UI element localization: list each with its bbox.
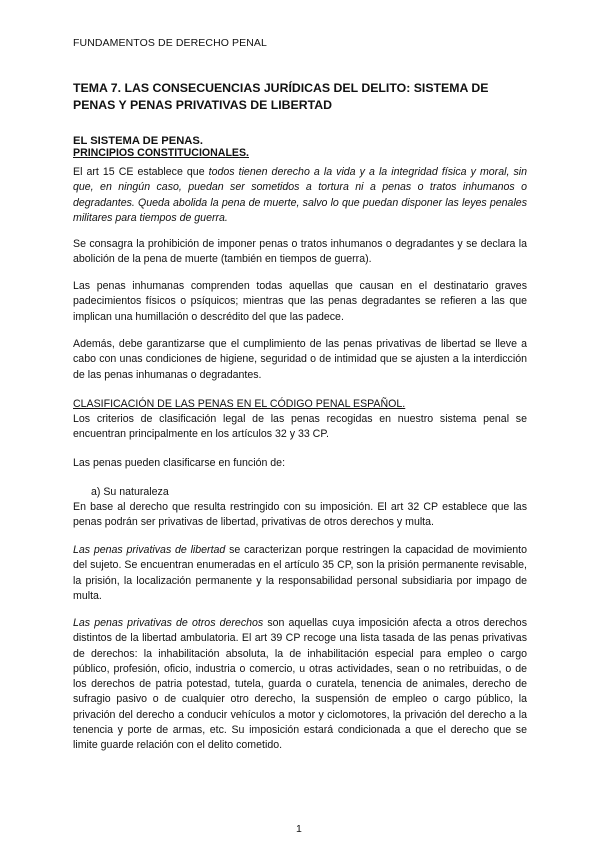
list-item-a: a) Su naturaleza [91,486,169,498]
running-header: FUNDAMENTOS DE DERECHO PENAL [73,37,267,49]
paragraph-consagra: Se consagra la prohibición de imponer penas o tratos inhumanos o degradantes y se declara la abolición de la pena de muerte (también en tiempos de guerra). [73,238,527,266]
paragraph-criterios: Los criterios de clasificación legal de las penas recogidas en nuestro sistema penal se encuentran principalmente en los artículos 32 y 33 CP. [73,413,527,441]
chapter-title: TEMA 7. LAS CONSECUENCIAS JURÍDICAS DEL DELITO: SISTEMA DE PENAS Y PENAS PRIVATIVAS DE LIBERTAD [73,81,489,112]
term-otros-derechos: Las penas privativas de otros derechos [73,617,264,629]
paragraph-art15 [73,165,527,226]
paragraph-clasificarse: Las penas pueden clasificarse en función de: [73,457,286,469]
section-heading: EL SISTEMA DE PENAS. [73,135,203,147]
page-number: 1 [296,823,302,835]
term-privativas-libertad: Las penas privativas de libertad [73,544,226,556]
paragraph-privativas-libertad [73,543,527,604]
paragraph-privativas-libertad-text: se caracterizan porque restringen la capacidad de movimiento del sujeto. Se encuentran enumeradas en el artículo 35 CP, son la prisión permanente revisable, la prisión, la localización permanente y la responsabilidad personal subsidiaria por impago de multa. [73,544,527,602]
subheading-principios: PRINCIPIOS CONSTITUCIONALES. [73,147,249,159]
paragraph-art15-quote: todos tienen derecho a la vida y a la integridad física y moral, sin que, en ningún caso, puedan ser sometidos a tortura ni a penas o tratos inhumanos o degradantes. Queda abolida la pena de muerte, salvo lo que puedan disponer las leyes penales militares para tiempos de guerra. [73,166,527,224]
section-block-sistema [73,135,249,159]
paragraph-ademas: Además, debe garantizarse que el cumplimiento de las penas privativas de libertad se lleve a cabo con unas condiciones de higiene, seguridad o de intimidad que se ajusten a la interdicción de las penas inhumanas o degradantes. [73,338,527,381]
subheading-clasificacion: CLASIFICACIÓN DE LAS PENAS EN EL CÓDIGO PENAL ESPAÑOL. [73,398,406,410]
paragraph-otros-derechos [73,616,527,754]
paragraph-penas-inhumanas: Las penas inhumanas comprenden todas aquellas que causan en el destinatario graves padecimientos físicos o psíquicos; mientras que las penas degradantes se refieren a las que implican una humillación o descrédito del que las padece. [73,280,527,323]
paragraph-otros-derechos-text: son aquellas cuya imposición afecta a otros derechos distintos de la libertad ambulatoria. El art 39 CP recoge una lista tasada de las penas privativas de derechos: la inhabilitación absoluta, la de inhabilitación especial para empleo o cargo público, profesión, oficio, industria o comercio, u otras actividades, sean o no retribuidas, o de los derechos de patria potestad, tutela, guarda o curatela, tenencia de animales, derecho de sufragio pasivo o de cualquier otro derecho, la suspensión de empleo o cargo público, la privación del derecho a conducir vehículos a motor y ciclomotores, la privación del derecho a la tenencia y porte de armas, etc. Su imposición estará condicionada a que el derecho que se limite guarde relación con el delito cometido. [73,617,527,752]
paragraph-en-base: En base al derecho que resulta restringido con su imposición. El art 32 CP establece que las penas podrán ser privativas de libertad, privativas de otros derechos y multa. [73,501,527,529]
paragraph-art15-lead: El art 15 CE establece que [73,166,209,178]
